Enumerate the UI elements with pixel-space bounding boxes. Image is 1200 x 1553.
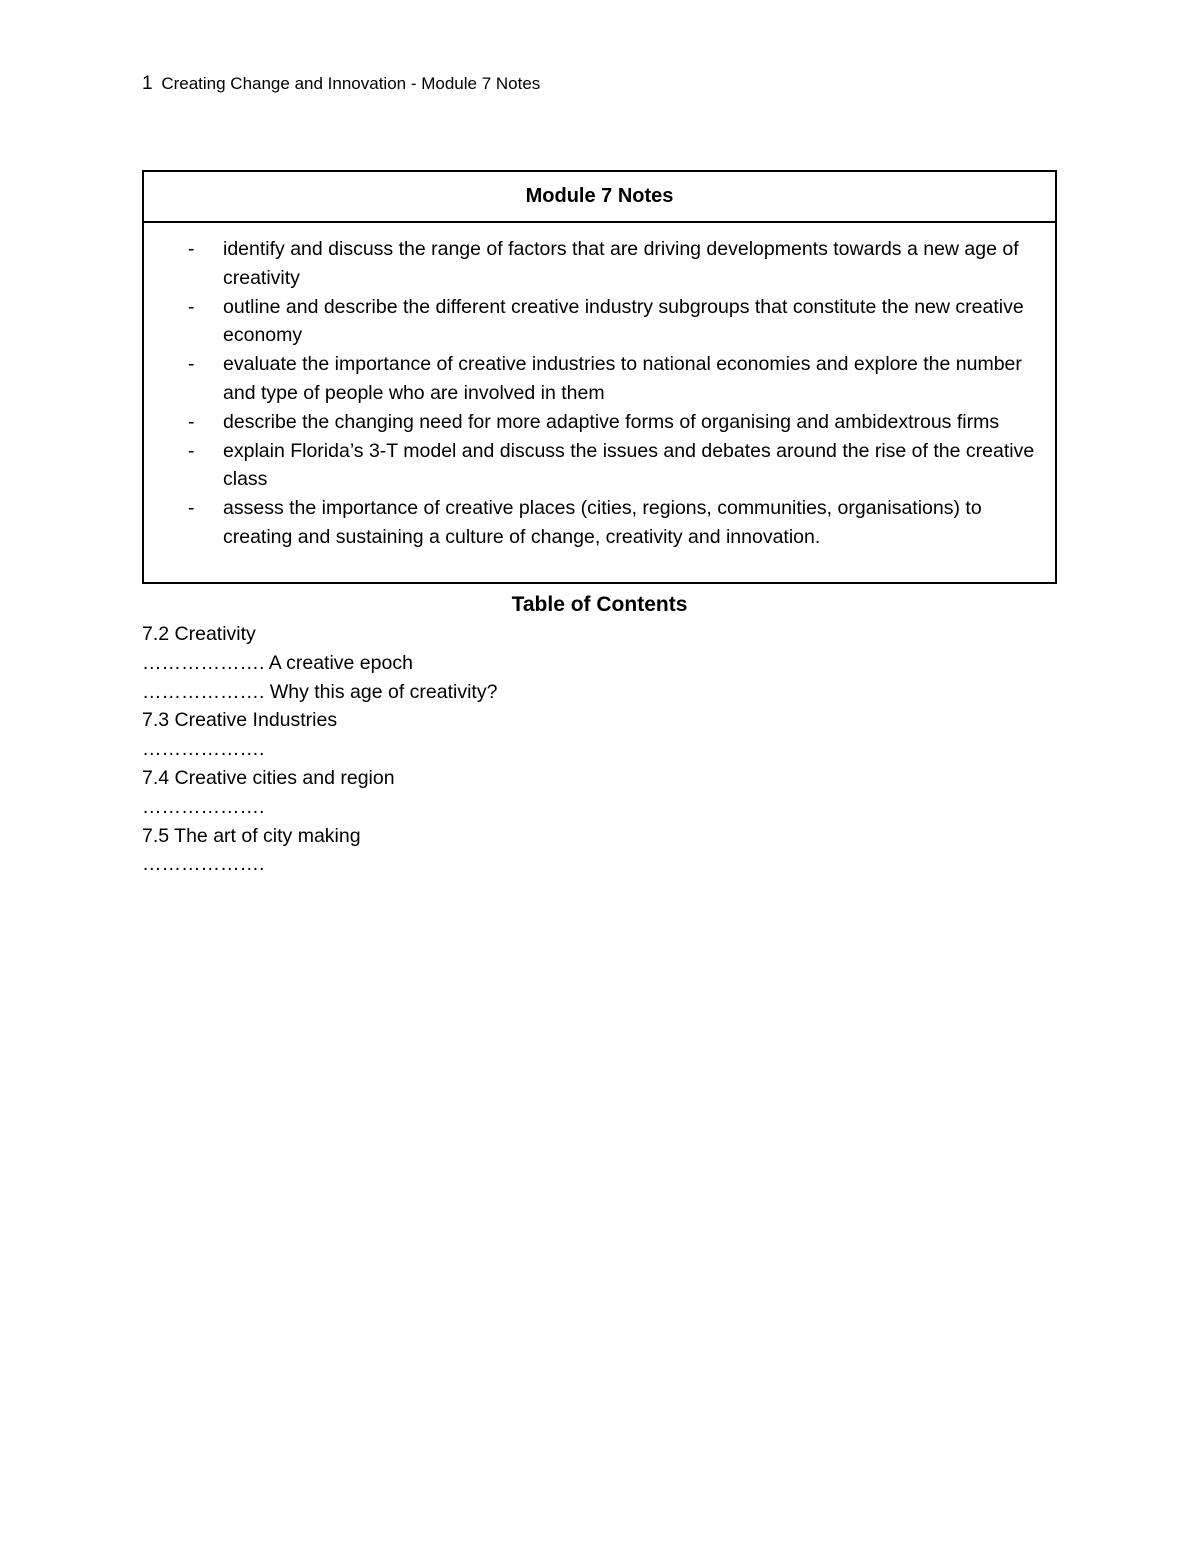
- objective-text: explain Florida’s 3-T model and discuss the issues and debates around the rise of the creative class: [223, 439, 1035, 491]
- bullet-dash: -: [188, 439, 195, 462]
- objective-text: outline and describe the different creative industry subgroups that constitute the new creative economy: [223, 295, 1024, 347]
- objective-item: [188, 293, 1043, 351]
- toc-subsection: ………………. A creative epoch: [142, 651, 413, 674]
- bullet-dash: -: [188, 353, 195, 376]
- bullet-dash: -: [188, 238, 195, 260]
- toc-section-heading: 7.3 Creative Industries: [142, 709, 338, 732]
- objective-item: [188, 408, 1043, 437]
- learning-objectives-list: [144, 223, 1055, 552]
- toc-leader-dots: ……………….: [142, 795, 265, 818]
- objective-item: [188, 235, 1043, 293]
- toc-title: Table of Contents: [511, 593, 688, 616]
- toc-section-heading: 7.4 Creative cities and region: [142, 766, 395, 789]
- page-number: 1: [142, 73, 153, 94]
- module-notes-box: [142, 170, 1057, 584]
- toc-section-heading: 7.2 Creativity: [142, 623, 256, 645]
- notes-box-title: Module 7 Notes: [144, 172, 1055, 223]
- objective-text: assess the importance of creative places (cities, regions, communities, organisations) to creating and sustaining a culture of change, creativity and innovation.: [223, 497, 982, 548]
- running-title: Creating Change and Innovation - Module 7 Notes: [161, 74, 541, 93]
- table-of-contents: [142, 620, 1057, 879]
- toc-leader-dots: ……………….: [142, 738, 265, 761]
- objective-text: identify and discuss the range of factors that are driving developments towards a new age of creativity: [223, 238, 1019, 289]
- toc-subsection: ………………. Why this age of creativity?: [142, 680, 498, 703]
- objective-text: describe the changing need for more adaptive forms of organising and ambidextrous firms: [223, 410, 1000, 433]
- objective-text: evaluate the importance of creative industries to national economies and explore the number and type of people who are involved in them: [223, 353, 1022, 404]
- bullet-dash: -: [188, 410, 195, 433]
- toc-leader-dots: ……………….: [142, 853, 265, 876]
- toc-section-heading: 7.5 The art of city making: [142, 824, 361, 847]
- objective-item: [188, 494, 1043, 552]
- bullet-dash: -: [188, 497, 195, 520]
- bullet-dash: -: [188, 295, 195, 318]
- objective-item: [188, 437, 1043, 495]
- objective-item: [188, 350, 1043, 408]
- page-header: [142, 72, 540, 96]
